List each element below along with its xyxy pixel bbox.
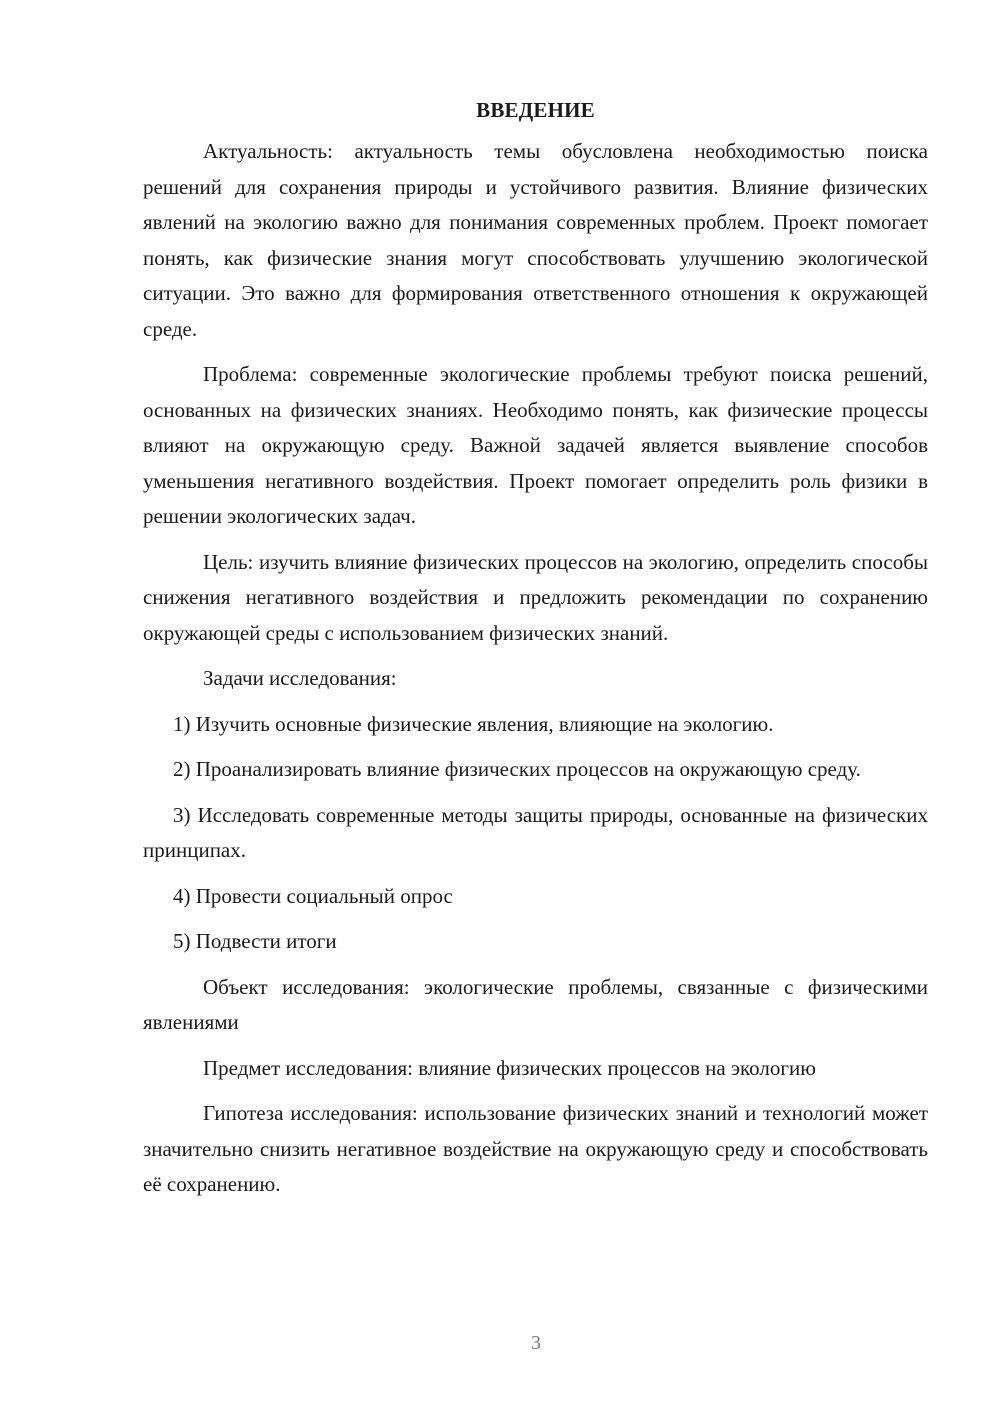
task-item-4: 4) Провести социальный опрос	[173, 883, 453, 908]
subject-paragraph: Предмет исследования: влияние физических процессов на экологию	[203, 1055, 816, 1080]
hypothesis-paragraph: Гипотеза исследования: использование физических знаний и технологий может значительно снизить негативное воздействие на окружающую среду и способствовать её сохранению.	[143, 1101, 928, 1196]
page-number: 3	[531, 1332, 541, 1354]
task-item-2: 2) Проанализировать влияние физических процессов на окружающую среду.	[173, 757, 861, 781]
page-title: ВВЕДЕНИЕ	[476, 98, 595, 122]
problem-paragraph: Проблема: современные экологические проблемы требуют поиска решений, основанных на физических знаниях. Необходимо понять, как физические процессы влияют на окружающую среду. Важной задачей является выявление способов уменьшения негативного воздействия. Проект помогает определить роль физики в решении экологических задач.	[143, 362, 928, 528]
page-content	[143, 92, 928, 1213]
relevance-paragraph: Актуальность: актуальность темы обусловлена необходимостью поиска решений для сохранения природы и устойчивого развития. Влияние физических явлений на экологию важно для понимания современных проблем. Проект помогает понять, как физические знания могут способствовать улучшению экологической ситуации. Это важно для формирования ответственного отношения к окружающей среде.	[143, 139, 928, 341]
task-item-1: 1) Изучить основные физические явления, влияющие на экологию.	[173, 711, 774, 736]
task-item-3: 3) Исследовать современные методы защиты природы, основанные на физических принципах.	[143, 802, 928, 862]
tasks-heading: Задачи исследования:	[203, 666, 397, 690]
object-paragraph: Объект исследования: экологические проблемы, связанные с физическими явлениями	[143, 974, 928, 1034]
task-item-5: 5) Подвести итоги	[173, 929, 337, 953]
goal-paragraph: Цель: изучить влияние физических процессов на экологию, определить способы снижения негативного воздействия и предложить рекомендации по сохранению окружающей среды с использованием физических знаний.	[143, 549, 928, 645]
